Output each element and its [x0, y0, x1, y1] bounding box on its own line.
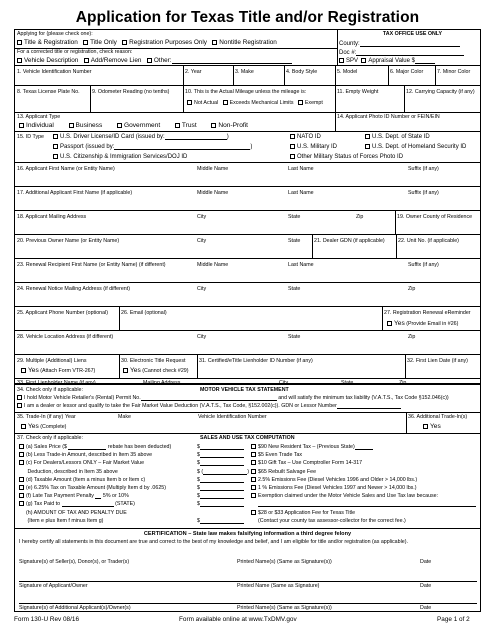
state-label: State [341, 380, 354, 386]
unit-no-field[interactable]: 22. Unit No. (if applicable) [398, 238, 459, 244]
vin-field[interactable]: 1. Vehicle Identification Number [17, 69, 92, 75]
contact-row [15, 306, 480, 330]
fee-line-text: $65 Rebuilt Salvage Fee [258, 468, 317, 475]
photo-id-field[interactable]: 14. Applicant Photo ID Number or FEIN/EIN [337, 114, 440, 120]
applying-label: Applying for (please check one): [17, 31, 93, 37]
vehicle-row-1 [15, 65, 480, 85]
page-number: Page 1 of 2 [437, 616, 470, 623]
title-application-form [14, 29, 481, 612]
fmv-deduction-checkbox[interactable]: I am a dealer or lessor and qualify to take the Fair Market Value Deduction (V.A.T.S., Tax Code, §152.002(c)). GDN or Lessor Number [17, 403, 401, 409]
uscis-checkbox[interactable]: U.S. Citizenship & Immigration Services/DOJ ID [53, 154, 187, 160]
sales-tax-heading: SALES AND USE TAX COMPUTATION [200, 435, 295, 441]
zip-label: Zip [408, 286, 416, 292]
year-field[interactable]: 2. Year [185, 69, 202, 75]
suffix-label: Suffix (if any) [408, 262, 439, 268]
tax-amount-7[interactable] [197, 501, 244, 507]
certification-text: I hereby certify all statements in this document are true and correct to the best of my knowledge and belief, and I am eligible for title and/or registration (as applicable). [19, 539, 408, 545]
homeland-id-checkbox[interactable]: U.S. Dept. of Homeland Security ID [365, 144, 466, 150]
lienholder-id-field[interactable]: 31. Certified/eTitle Lienholder ID Number (if any) [199, 358, 313, 364]
military-checkbox[interactable]: U.S. Military ID [290, 144, 337, 150]
zip-label: Zip [408, 334, 416, 340]
ereminder-label: 27. Registration Renewal eReminder [384, 310, 471, 316]
additional-applicant-field[interactable]: 17. Additional Applicant First Name (if applicable) [17, 190, 133, 196]
tax-line-text: (Item e plus Item f minus Item g) [27, 517, 104, 524]
lienholder-name-field[interactable]: 33. First Lienholder Name (if any) [17, 380, 96, 386]
city-label: City [197, 286, 207, 292]
other-checkbox[interactable]: Other: [147, 57, 292, 64]
state-id-checkbox[interactable]: U.S. Dept. of State ID [365, 134, 430, 140]
carrying-capacity-field[interactable]: 12. Carrying Capacity (if any) [406, 89, 475, 95]
other-military-checkbox[interactable]: Other Military Status of Forces Photo ID [290, 154, 403, 160]
business-checkbox[interactable]: Business [69, 122, 103, 129]
renewal-address-field[interactable]: 24. Renewal Notice Mailing Address (if different) [17, 286, 130, 292]
tax-amount-2[interactable] [197, 460, 244, 466]
seller-signature-field[interactable]: Signature(s) of Seller(s), Donor(s), or Trader(s) [19, 559, 130, 565]
trade-in-checkbox[interactable]: Yes (Complete) [21, 424, 66, 430]
fee-line-text: $28 or $33 Application Fee for Texas Title [258, 509, 356, 516]
additional-signature-field[interactable]: Signature(s) of Additional Applicant(s)/Owner(s) [19, 605, 131, 611]
ereminder-checkbox[interactable]: Yes (Provide Email in #26) [387, 321, 458, 327]
body-style-field[interactable]: 4. Body Style [286, 69, 318, 75]
nato-checkbox[interactable]: NATO ID [290, 134, 321, 140]
tax-line-tail: rebate has been deducted) [107, 444, 172, 450]
tax-line-key: (h) [26, 509, 33, 516]
previous-owner-field[interactable]: 20. Previous Owner Name (or Entity Name) [17, 238, 120, 244]
plate-field[interactable]: 8. Texas License Plate No. [17, 89, 80, 95]
tax-line-text: Sales Price ($ [33, 444, 67, 450]
tax-amount-symbol: $ [197, 517, 200, 524]
renewal-recipient-field[interactable]: 23. Renewal Recipient First Name (or Entity Name) (if different) [17, 262, 166, 268]
trade-in-row [15, 412, 480, 433]
middle-name-label: Middle Name [197, 262, 229, 268]
tax-line-key: (d) [26, 476, 33, 483]
additional-applicant-row [15, 186, 480, 210]
mileage-label: 10. This is the Actual Mileage unless the mileage is: [185, 89, 307, 95]
add-remove-lien-checkbox[interactable]: Add/Remove Lien [84, 57, 142, 64]
fee-line-4[interactable] [251, 477, 417, 483]
tax-amount-1[interactable] [197, 452, 244, 458]
applicant-type-row [15, 112, 480, 131]
additional-date-field[interactable]: Date [420, 605, 432, 611]
tax-line-key: (g) [26, 501, 33, 508]
corrected-options [17, 57, 292, 64]
tax-amount-symbol: $ [197, 460, 200, 467]
tax-amount-symbol: $ [197, 485, 200, 491]
suffix-label: Suffix (if any) [408, 166, 439, 172]
mailing-address-row [15, 210, 480, 234]
email-field[interactable]: 26. Email (optional) [121, 310, 167, 316]
fee-line-2[interactable] [251, 460, 362, 466]
applicant-printed-name-field[interactable]: Printed Name (Same as Signature) [237, 583, 320, 589]
sales-tax-section [15, 433, 480, 528]
additional-printed-name-field[interactable]: Printed Name(s) (Same as Signature(s)) [237, 605, 332, 611]
city-label: City [197, 238, 207, 244]
tax-line-tail: (STATE) [115, 501, 135, 508]
state-label: State [288, 286, 301, 292]
title-only-checkbox[interactable]: Title Only [83, 39, 117, 46]
multiple-liens-label: 29. Multiple (Additional) Liens [17, 358, 87, 364]
applicant-signature-field[interactable]: Signature of Applicant/Owner [19, 583, 88, 589]
minor-color-field[interactable]: 7. Minor Color [437, 69, 471, 75]
tax-line-5[interactable] [19, 485, 166, 491]
county-residence-field[interactable]: 19. Owner County of Residence [397, 214, 473, 220]
multiple-liens-checkbox[interactable]: Yes (Attach Form VTR-267) [21, 368, 95, 374]
previous-owner-row [15, 234, 480, 258]
tax-amount-symbol: $ [197, 501, 200, 508]
fee-line-text: $5 Even Trade Tax [258, 452, 303, 459]
applicant-first-name-field[interactable]: 16. Applicant First Name (or Entity Name) [17, 166, 115, 172]
tax-line-key: (f) [26, 493, 31, 500]
id-type-row [15, 131, 480, 162]
city-label: City [197, 214, 207, 220]
individual-checkbox[interactable]: Individual [19, 122, 54, 129]
renewal-address-row [15, 282, 480, 306]
dl-checkbox[interactable]: U.S. Driver License/ID Card (issued by: ) [53, 134, 229, 140]
empty-weight-field[interactable]: 11. Empty Weight [337, 89, 379, 95]
tax-amount-0[interactable] [197, 444, 244, 450]
registration-only-checkbox[interactable]: Registration Purposes Only [122, 39, 207, 46]
tax-line-key: (a) [26, 444, 33, 450]
form-title: Application for Texas Title and/or Registration [75, 9, 420, 26]
zip-label: Zip [399, 380, 407, 386]
fee-line-text: 1 % Emissions Fee (Diesel Vehicles 1997 and Newer > 14,000 lbs.) [258, 485, 417, 491]
tax-line-1[interactable] [19, 452, 152, 458]
tax-amount-symbol: $ [197, 476, 200, 483]
last-name-label: Last Name [288, 166, 314, 172]
state-label: State [288, 238, 301, 244]
fee-line-8[interactable] [251, 510, 355, 516]
trade-in-vin-label: Vehicle Identification Number [198, 414, 267, 420]
tax-line-3[interactable] [19, 469, 118, 475]
tax-amount-6[interactable] [197, 493, 244, 499]
vehicle-location-row [15, 330, 480, 354]
fee-line-7 [251, 501, 476, 507]
title-registration-checkbox[interactable]: Title & Registration [17, 39, 78, 46]
tax-line-text: Deduction, described in Item 35 above [27, 468, 118, 475]
middle-name-label: Middle Name [197, 166, 229, 172]
electronic-title-label: 30. Electronic Title Request [121, 358, 186, 364]
tax-line-key: (c) [26, 460, 33, 467]
tax-line-text: 6.25% Tax on Taxable Amount (Multiply Item d by .0625) [33, 485, 166, 491]
applicant-type-label: 13. Applicant Type [17, 114, 61, 120]
fee-line-9 [251, 518, 406, 524]
trade-in-label: 35. Trade-In (if any) [17, 414, 64, 420]
mileage-options [187, 100, 323, 106]
fee-line-text: $10 Gift Tax – Use Comptroller Form 14-317 [258, 460, 363, 467]
applying-options [17, 39, 277, 46]
model-field[interactable]: 5. Model [337, 69, 358, 75]
tax-amount-9[interactable] [197, 518, 244, 524]
tax-line-4[interactable] [19, 477, 145, 483]
last-name-label: Last Name [288, 262, 314, 268]
tax-line-9[interactable] [19, 518, 103, 524]
liens-row [15, 354, 480, 378]
seller-date-field[interactable]: Date [420, 559, 432, 565]
spv-row: SPV Appraisal Value $ [339, 58, 435, 64]
non-profit-checkbox[interactable]: Non-Profit [211, 122, 248, 129]
applicant-name-row [15, 162, 480, 186]
county-label: County: [339, 41, 460, 47]
first-lien-date-field[interactable]: 32. First Lien Date (if any) [407, 358, 468, 364]
tax-line-key: (e) [26, 485, 33, 491]
electronic-title-checkbox[interactable]: Yes (Cannot check #29) [123, 368, 188, 374]
fee-line-text: 2.5% Emissions Fee (Diesel Vehicles 1996 and Older > 14,000 lbs.) [258, 476, 418, 483]
tax-amount-symbol: $ [197, 444, 200, 450]
zip-label: Zip [356, 214, 364, 220]
trust-checkbox[interactable]: Trust [175, 122, 197, 129]
fee-line-1[interactable] [251, 452, 302, 458]
phone-field[interactable]: 25. Applicant Phone Number (optional) [17, 310, 108, 316]
form-number: Form 130-U Rev 08/16 [14, 616, 79, 623]
exceeds-limits-checkbox[interactable]: Exceeds Mechanical Limits [223, 100, 294, 106]
tax-amount-symbol: $ [197, 452, 200, 459]
retailer-permit-checkbox[interactable]: I hold Motor Vehicle Retailer's (Rental) Permit No. and will satisfy the minimum tax liability (V.A.T.S., Tax Code §152.046(c)) [17, 395, 449, 401]
tax-line-text: Tax Paid to [33, 501, 61, 508]
vehicle-row-2 [15, 85, 480, 112]
certification-heading: CERTIFICATION – State law makes falsifying information a third degree felony [143, 531, 352, 537]
tax-amount-symbol: $ [197, 493, 200, 500]
odometer-field[interactable]: 9. Odometer Reading (no tenths) [92, 89, 170, 95]
trade-in-year-label: Year [65, 414, 76, 420]
tax-statement-row [15, 383, 480, 411]
exempt-checkbox[interactable]: Exempt [298, 100, 323, 106]
passport-checkbox[interactable]: Passport (issued by: ) [53, 144, 252, 150]
not-actual-checkbox[interactable]: Not Actual [187, 100, 218, 106]
applicant-type-options [19, 122, 248, 130]
tax-line-tail: 5% or 10% [102, 493, 129, 500]
doc-label: Doc #: [339, 50, 464, 56]
applicant-date-field[interactable]: Date [420, 583, 432, 589]
trade-in-make-label: Make [118, 414, 131, 420]
mailing-address-field[interactable]: 18. Applicant Mailing Address [17, 214, 87, 220]
tax-line-2[interactable] [19, 460, 144, 466]
tax-line-6[interactable] [19, 493, 129, 499]
tax-line-7[interactable] [19, 501, 135, 507]
tax-line-0[interactable] [19, 444, 171, 450]
tax-line-8[interactable] [19, 510, 127, 516]
tax-amount-4[interactable] [197, 477, 244, 483]
nontitle-registration-checkbox[interactable]: Nontitle Registration [212, 39, 277, 46]
dealer-gdn-field[interactable]: 21. Dealer GDN (if applicable) [314, 238, 385, 244]
suffix-label: Suffix (if any) [408, 190, 439, 196]
check-if-applicable-label: 34. Check only if applicable: [17, 387, 83, 393]
city-label: City [197, 334, 207, 340]
lienholder-address-label: Mailing Address [143, 380, 181, 386]
fee-line-text: (Contact your county tax assessor-collector for the correct fee.) [258, 517, 406, 524]
vehicle-description-checkbox[interactable]: Vehicle Description [17, 57, 78, 64]
tax-amount-symbol: $ ( [197, 468, 204, 475]
middle-name-label: Middle Name [197, 190, 229, 196]
last-name-label: Last Name [288, 190, 314, 196]
major-color-field[interactable]: 6. Major Color [390, 69, 424, 75]
make-field[interactable]: 3. Make [235, 69, 254, 75]
renewal-recipient-row [15, 258, 480, 282]
tax-check-label: 37. Check only if applicable: [17, 435, 83, 441]
corrected-label: For a corrected title or registration, check reason: [17, 49, 133, 55]
tax-line-text: Taxable Amount (Item a minus Item b or Item c) [33, 476, 146, 483]
tax-line-text: For Dealers/Lessors ONLY – Fair Market Value [33, 460, 145, 467]
fee-line-6[interactable] [251, 493, 438, 499]
certification-section [15, 528, 480, 613]
tax-line-text: AMOUNT OF TAX AND PENALTY DUE [33, 509, 127, 516]
tax-amount-5[interactable] [197, 485, 244, 491]
additional-trade-in-label: 36. Additional Trade-In(s) [408, 414, 468, 420]
tax-statement-heading: MOTOR VEHICLE TAX STATEMENT [200, 387, 289, 393]
fee-line-0[interactable] [251, 444, 373, 450]
government-checkbox[interactable]: Government [117, 122, 160, 129]
seller-printed-name-field[interactable]: Printed Name(s) (Same as Signature(s)) [237, 559, 332, 565]
additional-trade-in-checkbox[interactable]: Yes [423, 424, 441, 430]
fee-line-5[interactable] [251, 485, 417, 491]
tax-line-key: (b) [26, 452, 33, 459]
vehicle-location-field[interactable]: 28. Vehicle Location Address (if different) [17, 334, 114, 340]
fee-line-3[interactable] [251, 469, 316, 475]
website-note: Form available online at www.TxDMV.gov [179, 616, 297, 623]
id-type-label: 15. ID Type [17, 134, 44, 140]
fee-line-text: $90 New Resident Tax – (Previous State) [258, 444, 355, 450]
tax-office-heading: TAX OFFICE USE ONLY [382, 31, 443, 37]
state-label: State [288, 214, 301, 220]
city-label: City [279, 380, 289, 386]
tax-amount-3[interactable]: $ ( ) [197, 468, 249, 475]
tax-line-text: Late Tax Payment Penalty [32, 493, 94, 500]
fee-line-text: Exemption claimed under the Motor Vehicle Sales and Use Tax law because: [258, 493, 439, 500]
tax-line-text: Less Trade-in Amount, described in Item 35 above [33, 452, 153, 459]
state-label: State [288, 334, 301, 340]
